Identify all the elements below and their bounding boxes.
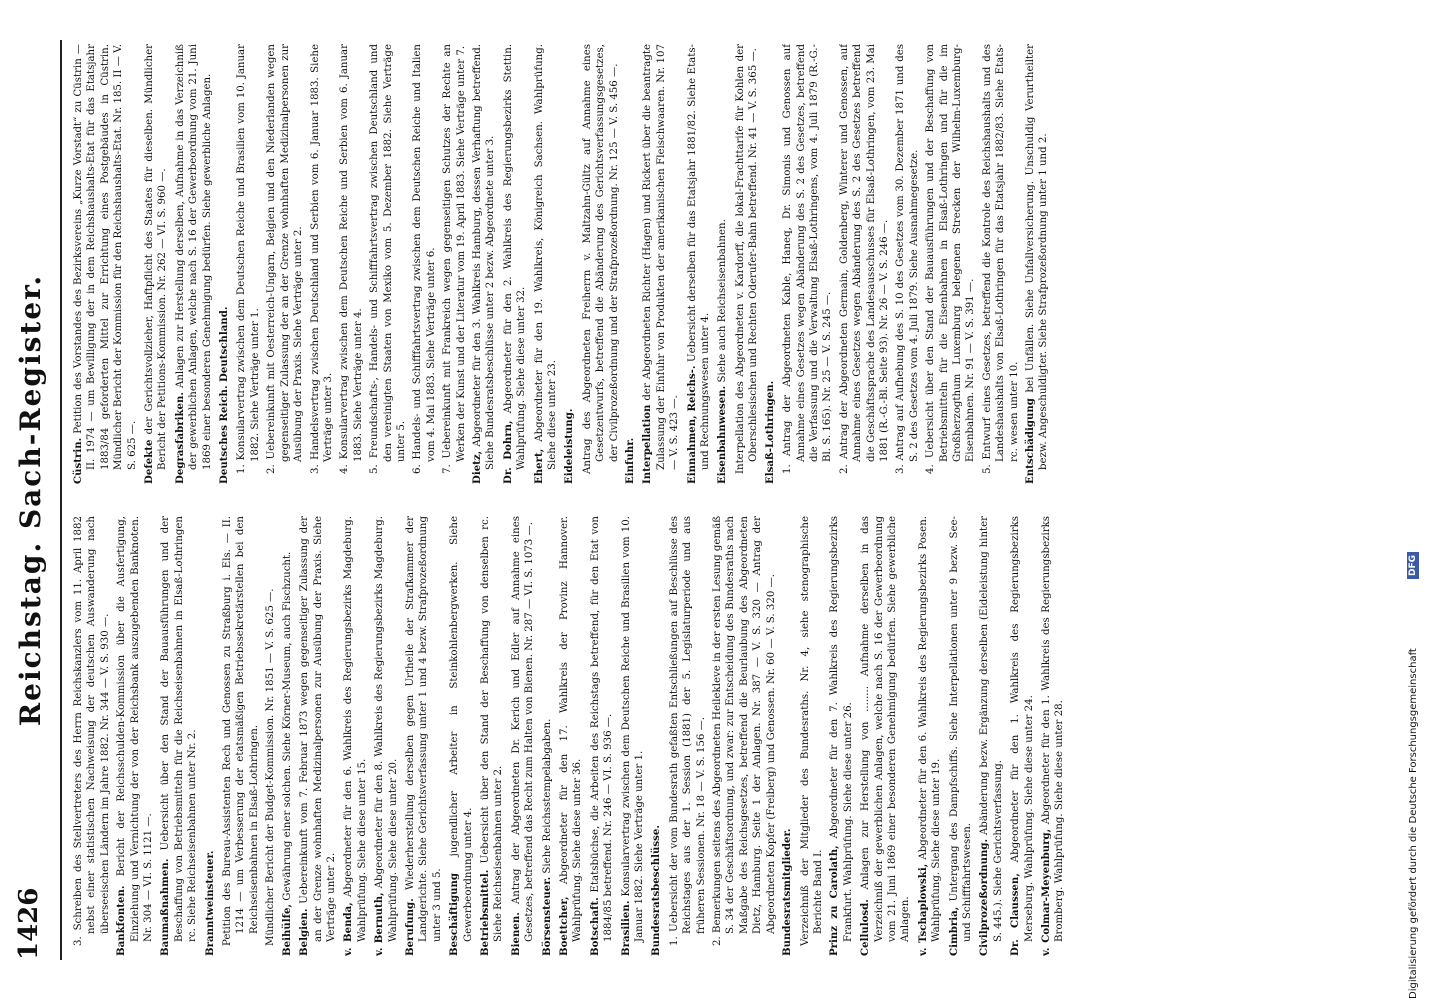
entry-heading: Ehert, xyxy=(532,448,545,484)
register-entry xyxy=(581,44,621,484)
register-entry xyxy=(620,516,647,956)
entry-text: Antrag des Abgeordneten Freiherrn v. Maltzahn-Gültz auf Annahme eines Gesetzentwurfs, betreffend die Abänderung des Gerichtsverfassungsgesetzes, der Civilprozeßordnung und der Strafprozeßordnung. Nr. 125 — V. S. 456 —. xyxy=(581,44,620,474)
register-entry xyxy=(72,44,139,484)
register-entry xyxy=(159,516,199,956)
entry-heading: Bundesratsbeschlüsse. xyxy=(650,825,663,956)
entry-heading: Dietz, xyxy=(470,450,483,484)
entry-heading: Berufung. xyxy=(403,898,416,956)
register-entry xyxy=(298,516,338,956)
entry-text: 2. Antrag der Abgeordneten Germain, Goldenberg, Winterer und Genossen, auf Annahme eines Gesetzes wegen Abänderung des S. 2 des Gesetzes betreffend die Geschäftssprache des Landesausschusses für Elsaß-Lothringen, vom 23. Mai 1881 (R.-G.-Bl. Seite 93). Nr. 26 — V. S. 246 —. xyxy=(838,44,890,474)
entry-heading: Bienen. xyxy=(509,912,522,956)
register-entry xyxy=(799,516,826,956)
entry-heading: Cellulosd. xyxy=(859,899,872,956)
register-entry xyxy=(1009,516,1036,956)
register-entry xyxy=(948,516,975,956)
entry-heading: Boettcher, xyxy=(558,896,570,956)
entry-heading: v. Tschaplowski, xyxy=(916,863,929,956)
entry-text: Abgeordneter für den 17. Wahlkreis der Provinz Hannover. Wahlprüfung. Siehe diese unter 36. xyxy=(559,516,584,942)
entry-text: Anlagen zur Herstellung derselben, Aufnahme in das Verzeichniß der gewerblichen Anlagen, welche nach S. 16 der Gewerbeordnung vom 21. Juni 1869 einer besonderen Genehmigung bedürfen. Siehe gewerbliche Anlagen. xyxy=(174,44,213,470)
right-column xyxy=(72,44,1312,484)
entry-text: 3. Schreiben des Stellvertreters des Herrn Reichskanzlers vom 11. April 1882 nebst einer statistischen Nachweisung der deutschen Auswanderung nach überseeischen Ländern im Jahre 1882. Nr. 344 — V. S. 930 —. xyxy=(73,516,111,946)
entry-heading: Eideleistung. xyxy=(563,408,576,484)
register-entry xyxy=(72,516,112,956)
entry-text: Siehe auch Reichseisenbahnen. xyxy=(717,219,729,383)
register-entry xyxy=(558,516,585,956)
register-entry xyxy=(411,44,438,484)
entry-text: 1. Uebersicht der vom Bundesrath gefaßten Entschließungen auf Beschlüsse des Reichstages aus der 1. Session (1881) der 5. Legislaturperiode und aus früheren Sessionen. Nr. 18 — V. S. 156 —. xyxy=(668,516,707,946)
entry-heading: Beschäftigung xyxy=(448,872,461,956)
register-entry xyxy=(404,516,444,956)
entry-heading: v. Benda, xyxy=(342,902,355,956)
register-entry xyxy=(924,44,978,484)
entry-text: Anlagen zur Herstellung von ........ Aufnahme derselben in das Verzeichniß der gewerblichen Anlagen, welche nach S. 16 der Gewerbeordnung vom 21. Juni 1869 einer besonderen Genehmigung bedürfen. Siehe gewerbliche Anlagen. xyxy=(860,516,912,942)
entry-heading: Bundesratsmitglieder. xyxy=(781,828,794,956)
entry-text: Uebersicht über den Stand der Beschaffung von denselben rc. Siehe Reichseisenbahnen unter 2. xyxy=(479,516,505,942)
entry-text: Interpellation des Abgeordneten v. Kardorff, die lokal-Frachttarife für Kohlen der Oberschlesischen und Rechten Oderufer-Bahn betreffend. Nr. 41 — V. S. 365 —. xyxy=(734,44,760,474)
register-entry xyxy=(373,516,400,956)
entry-heading: Eisenbahnwesen. xyxy=(716,385,729,484)
register-entry xyxy=(917,516,944,956)
entry-text: der Gerichtsvollzieher, Haftpflicht des Staates für dieselben. Mündlicher Bericht der Petitions-Kommission. Nr. 262 — VI. S. 960 —. xyxy=(144,44,169,470)
entry-text: 4. Uebersicht über den Stand der Bauausführungen und der Beschaffung von Betriebsmitteln für die Eisenbahnen in Elsaß-Lothringen und für die im Großherzogthum Luxemburg belegenen Strecken der Wilhelm-Luxemburg-Eisenbahnen. Nr. 91 — V. S. 391 —. xyxy=(925,44,977,474)
register-entry xyxy=(1024,44,1051,484)
dfg-logo: DFG xyxy=(1407,552,1419,579)
entry-text: 7. Uebereinkunft mit Frankreich wegen gegenseitigen Schutzes der Rechte an Werken der Kunst und der Literatur vom 19. April 1883. Siehe Verträge unter 7. xyxy=(442,44,467,474)
entry-text: Gewährung einer solchen. Siehe Körner-Museum, auch Fischzucht. xyxy=(281,551,293,901)
entry-text: 6. Handels- und Schifffahrtsvertrag zwischen dem Deutschen Reiche und Italien vom 4. Mai 1883. Siehe Verträge unter 6. xyxy=(412,44,437,474)
entry-text: Mündlicher Bericht der Budget-Kommission. Nr. 1851 — V. S. 625 —. xyxy=(265,588,277,946)
entry-heading: Baumaßnahmen. xyxy=(159,858,172,956)
register-entry xyxy=(734,44,761,484)
entry-heading: Brasilien. xyxy=(619,900,632,956)
entry-text: Abgeordneter für den 2. Wahlkreis des Regierungsbezirks Stettin. Wahlprüfung. Siehe diese unter 32. xyxy=(502,44,528,470)
entry-text: 4. Konsularvertrag zwischen dem Deutschen Reiche und Serbien vom 6. Januar 1883. Siehe Verträge unter 4. xyxy=(339,44,364,474)
entry-text: Bericht der Reichsschulden-Kommission über die Ausfertigung, Einziehung und Vernichtung der von der Reichsbank auszugebenden Banknoten. Nr. 304 — VI. S. 1121 —. xyxy=(116,516,155,942)
entry-text: Abänderung bezw. Ergänzung derselben (Eideleistung hinter S. 445.). Siehe Gerichtsverfassung. xyxy=(979,516,1004,942)
register-entry xyxy=(981,44,1021,484)
entry-text: Abgeordneter für den 3. Wahlkreis Hamburg, dessen Verhaftung betreffend. Siehe Bundesratsbeschlüsse unter 2 bezw. Abgeordnete unter 3. xyxy=(471,44,497,470)
register-entry xyxy=(859,516,913,956)
register-entry xyxy=(781,44,835,484)
register-entry xyxy=(828,516,855,956)
register-entry xyxy=(174,44,214,484)
register-entry xyxy=(471,44,498,484)
entry-text: 3. Antrag auf Aufhebung des S. 10 des Gesetzes vom 30. Dezember 1871 und des S. 2 des Gesetzes vom 4. Juli 1879. Siehe Ausnahmegesetze. xyxy=(895,44,920,474)
entry-text: Wiederherstellung derselben gegen Urtheile der Strafkammer der Landgerichte. Siehe Gerichtsverfassung unter 1 und 4 bezw. Strafprozeßordnung unter 3 und 5. xyxy=(404,516,443,942)
register-entry xyxy=(368,44,408,484)
register-entry xyxy=(641,44,681,484)
entry-text: Abgeordneter für den 1. Wahlkreis des Regierungsbezirks Merseburg. Wahlprüfung. Siehe diese unter 24. xyxy=(1010,516,1035,942)
register-entry xyxy=(143,44,170,484)
entry-text: Abgeordneter für den 19. Wahlkreis, Königreich Sachsen. Wahlprüfung. Siehe diese unter 23. xyxy=(533,44,558,470)
entry-text: Abgeordneter für den 7. Wahlkreis des Regierungsbezirks Frankfurt. Wahlprüfung. Siehe diese unter 26. xyxy=(829,516,854,942)
register-entry xyxy=(502,44,529,484)
register-entry xyxy=(221,516,261,956)
entry-text: Untergang des Dampfschiffs. Siehe Interpellationen unter 9 bezw. See- und Schifffahrtswesen. xyxy=(948,516,973,942)
entry-text: Verzeichniß der Mitglieder des Bundesraths. Nr. 4, siehe stenographische Berichte Band I. xyxy=(799,516,824,946)
register-entry xyxy=(265,44,305,484)
entry-heading: Deutsches Reich. Deutschland. xyxy=(218,306,231,484)
register-entry xyxy=(115,516,155,956)
register-entry xyxy=(338,44,365,484)
entry-text: Abgeordneter für den 8. Wahlkreis des Regierungsbezirks Magdeburg. Wahlprüfung. Siehe diese unter 20. xyxy=(374,516,399,942)
register-entry xyxy=(533,44,560,484)
entry-heading: Betriebsmittel. xyxy=(478,869,491,956)
register-entry xyxy=(668,516,708,956)
entry-heading: v. Colmar-Meyenburg, xyxy=(1040,828,1052,956)
entry-text: 5. Entwurf eines Gesetzes, betreffend die Kontrole des Reichshaushalts und des Landeshaushalts von Elsaß-Lothringen für das Etatsjahr 1882/83. Siehe Etats- rc. wesen unter 10. xyxy=(981,44,1020,474)
register-entry xyxy=(716,44,729,484)
register-entry xyxy=(448,516,475,956)
entry-text: 2. Uebereinkunft mit Oesterreich-Ungarn, Belgien und den Niederlanden wegen gegenseitiger Zulassung der an der Grenze wohnhaften Medizinalpersonen zur Ausübung der Praxis. Siehe Verträge unter 2. xyxy=(266,44,305,474)
register-entry xyxy=(686,44,713,484)
entry-text: Petition des Vorstandes des Bezirksvereins „Kurze Vorstadt“ zu Cüstrin — II. 1974 — um Bewilligung der in dem Reichshaushalts-Etat für das Etatsjahr 1883/84 geforderten Mittel zur Errichtung eines Postgebäudes in Cüstrin. Mündlicher Bericht der Kommission für den Reichshaushalts-Etat. Nr. 185. II — V. S. 625 —. xyxy=(73,44,138,470)
entry-text: Antrag der Abgeordneten Dr. Kerich und Edler auf Annahme eines Gesetzes, betreffend das Recht zum Halten von Bienen. Nr. 287 — VI. S. 1073 —. xyxy=(510,516,536,942)
entry-text: Konsularvertrag zwischen dem Deutschen Reiche und Brasilien vom 10. Januar 1882. Siehe Verträge unter 1. xyxy=(620,516,646,942)
entry-text: bei Unfällen. Siehe Unfallversicherung. Unschuldig Verurtheilter bezw. Angeschuldigter. Siehe Strafprozeßordnung unter 1 und 2. xyxy=(1025,44,1050,470)
register-entry xyxy=(1040,516,1067,956)
page-title: Reichstag. Sach-Register. xyxy=(14,273,47,727)
page-header xyxy=(14,40,54,960)
entry-text: Uebereinkunft vom 7. Februar 1873 wegen gegenseitiger Zulassung der an der Grenze wohnhaften Medizinalpersonen zur Ausübung der Praxis. Siehe Verträge unter 2. xyxy=(299,516,337,942)
entry-heading: Defekte xyxy=(143,439,156,484)
entry-heading: v. Bernuth, xyxy=(373,892,386,956)
entry-text: Uebersicht über den Stand der Bauausführungen und der Beschaffung von Betriebsmitteln für die Reichseisenbahnen in Elsaß-Lothringen rc. Siehe Reichseisenbahnen unter Nr. 2. xyxy=(160,516,199,942)
entry-text: Etatsbüchse, die Arbeiten des Reichstags betreffend, für den Etat von 1884/85 betreffend. Nr. 246 — VI. S. 936 —. xyxy=(589,516,615,942)
register-entry xyxy=(342,516,369,956)
entry-heading: Civilprozeßordnung. xyxy=(978,838,991,956)
register-entry xyxy=(479,516,506,956)
entry-heading: Prinz zu Carolath, xyxy=(828,845,841,956)
entry-text: 1. Antrag der Abgeordneten Kable, Haneq, Dr. Simonis und Genossen auf Annahme eines Gesetzes wegen Abänderung des S. 2 des Gesetzes, betreffend die Verfassung und die Verwaltung Elsaß-Lothringens, vom 4. Juli 1879 (R.-G.-Bl. S. 165). Nr. 25 — V. S. 245 —. xyxy=(782,44,834,474)
register-entry xyxy=(650,516,663,956)
register-entry xyxy=(764,44,777,484)
entry-heading: Belgien. xyxy=(298,908,311,956)
entry-heading: Interpellation xyxy=(641,404,654,484)
left-column xyxy=(72,516,1312,956)
entry-heading: Elsaß-Lothringen. xyxy=(763,380,776,484)
entry-heading: Cüstrin. xyxy=(72,437,84,484)
dfg-note xyxy=(1408,554,1422,999)
entry-text: 5. Freundschafts-, Handels- und Schifffahrtsvertrag zwischen Deutschland und den vereinigten Staaten von Mexiko vom 5. Dezember 1882. Siehe Verträge unter 5. xyxy=(369,44,407,474)
register-entry xyxy=(838,44,892,484)
register-entry xyxy=(541,516,554,956)
register-entry xyxy=(589,516,616,956)
register-entry xyxy=(711,516,778,956)
register-entry xyxy=(281,516,294,956)
entry-text: Abgeordneter für den 6. Wahlkreis des Regierungsbezirks Magdeburg. Wahlprüfung. Siehe diese unter 15. xyxy=(343,516,368,942)
entry-text: jugendlicher Arbeiter in Steinkohlenbergwerken. Siehe Gewerbeordnung unter 4. xyxy=(449,516,474,942)
register-entry xyxy=(264,516,277,956)
register-entry xyxy=(624,44,637,484)
header-rule xyxy=(60,40,62,960)
register-entry xyxy=(204,516,217,956)
entry-heading: Börsensteuer. xyxy=(540,876,553,956)
register-entry xyxy=(978,516,1005,956)
entry-text: Abgeordneter für den 6. Wahlkreis des Regierungsbezirks Posen. Wahlprüfung. Siehe diese unter 19. xyxy=(917,516,943,942)
entry-heading: Beihülfe, xyxy=(280,903,293,956)
entry-text: 3. Handelsvertrag zwischen Deutschland und Serbien vom 6. Januar 1883. Siehe Verträge unter 3. xyxy=(309,44,334,474)
entry-text: Abgeordneter für den 1. Wahlkreis des Regierungsbezirks Bromberg. Wahlprüfung. Siehe diese unter 28. xyxy=(1041,516,1066,942)
entry-text: Siehe Reichsstempelabgaben. xyxy=(541,718,553,874)
entry-heading: Einnahmen, Reichs-. xyxy=(685,365,698,484)
register-entry xyxy=(441,44,468,484)
entry-heading: Degrasfabriken. xyxy=(173,392,186,484)
entry-heading: Cimbria, xyxy=(947,906,960,956)
register-entry xyxy=(218,44,231,484)
register-entry xyxy=(309,44,336,484)
entry-heading: Entschädigung xyxy=(1024,398,1036,484)
entry-text: 1. Konsularvertrag zwischen dem Deutschen Reiche und Brasilien vom 10. Januar 1882. Siehe Verträge unter 1. xyxy=(236,44,261,474)
entry-heading: Einfuhr. xyxy=(624,437,637,484)
entry-text: 2. Bemerkungen seitens des Abgeordneten Heilekleve in der ersten Lesung gemäß S. 34 der Geschäftsordnung, und zwar: zur Entscheidung des Bundesraths nach Maßgabe des Reichsgesetzes, betreffend die Beurlaubung des Abgeordneten Dietz, Hamburg. Seite 1 der Anlagen. Nr. 387 — V. S. 320 — Antrag der Abgeordneten Kopfer (Freiberg) und Genossen. Nr. 60 — V. S. 320 —. xyxy=(712,516,777,946)
register-entry xyxy=(510,516,537,956)
entry-text: Uebersicht derselben für das Etatsjahr 1881/82. Siehe Etats- und Rechnungswesen unter 4. xyxy=(686,44,712,470)
entry-text: Petition des Bureau-Assistenten Rech und Genossen zu Straßburg i. Els. — II. 1214 — um Verbesserung der etatsmäßigen Betriebssekretärstellen bei den Reichseisenbahnen in Elsaß-Lothringen. xyxy=(222,516,260,946)
register-entry xyxy=(235,44,262,484)
entry-heading: Branntweinsteuer. xyxy=(203,850,216,956)
page-number: 1426 xyxy=(14,887,44,960)
entry-heading: Dr. Claussen, xyxy=(1009,873,1022,956)
entry-heading: Bankfonten. xyxy=(115,885,128,956)
register-entry xyxy=(781,516,794,956)
entry-text: der Abgeordneten Richter (Hagen) und Rickert über die beantragte Zulassung der Einfuhr von Produkten der amerikanischen Fleischwaaren. Nr. 107 — V. S. 423 —. xyxy=(642,44,681,470)
register-entry xyxy=(894,44,921,484)
entry-heading: Botschaft. xyxy=(588,897,601,956)
entry-heading: Dr. Dohrn, xyxy=(501,420,514,484)
dfg-text: Digitalisierung gefördert durch die Deutsche Forschungsgemeinschaft xyxy=(1408,648,1419,999)
register-entry xyxy=(563,44,576,484)
